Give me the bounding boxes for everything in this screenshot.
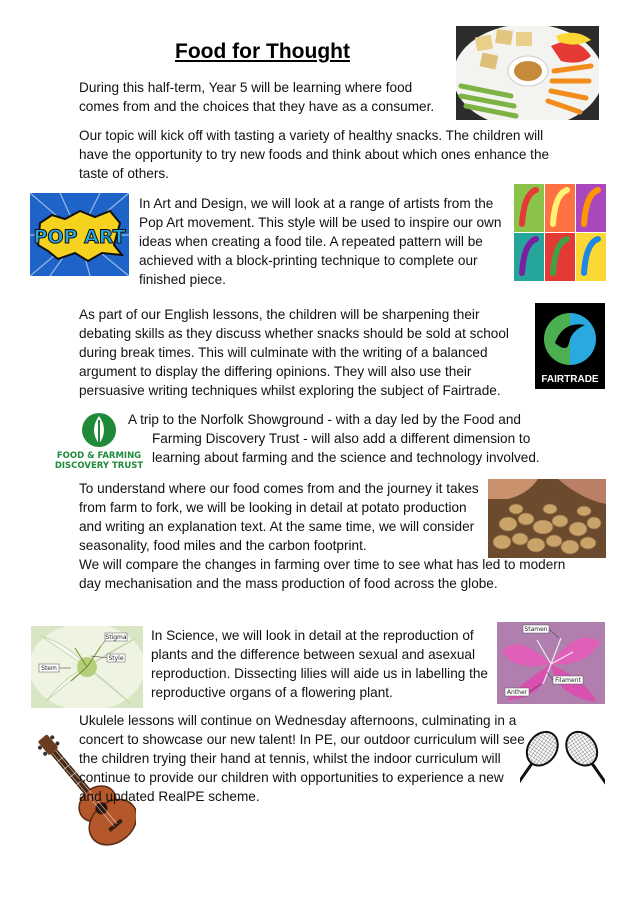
page-title: Food for Thought bbox=[175, 40, 350, 63]
tennis-rackets-icon bbox=[520, 730, 605, 800]
english-paragraph: As part of our English lessons, the children will be sharpening their debating skills as they discuss whether snacks should be sold at school during break times. This will culminate with the writing of a balanced argument to display the differing opinions. They will also use their persuasive writing techniques whilst exploring the subject of Fairtrade. bbox=[79, 307, 509, 398]
flower-label-stamen: Stamen bbox=[524, 626, 548, 633]
topic-paragraph: Our topic will kick off with tasting a variety of healthy snacks. The children will have the opportunity to try new foods and think about which ones enhance the taste of others. bbox=[79, 128, 550, 181]
science-paragraph: In Science, we will look in detail at the reproduction of plants and the difference between sexual and asexual reproduction. Dissecting lilies will aide us in labelling the reproductive organs of a flowering plant. bbox=[151, 628, 488, 700]
trust-name-line2: DISCOVERY TRUST bbox=[54, 461, 144, 470]
lily-label-stem: Stem bbox=[41, 665, 57, 672]
lily-diagram-image bbox=[31, 626, 143, 708]
fairtrade-logo bbox=[535, 303, 605, 389]
music-pe-paragraph: Ukulele lessons will continue on Wednesday afternoons, culminating in a concert to showcase our new talent! In PE, our outdoor curriculum will see the children trying their hand at tennis, whilst the indoor curriculum will continue to provide our children with opportunities to experience a new and updated RealPE scheme. bbox=[79, 713, 525, 804]
lily-label-stigma: Stigma bbox=[105, 634, 127, 641]
fairtrade-text: FAIRTRADE bbox=[541, 374, 599, 385]
art-paragraph: In Art and Design, we will look at a range of artists from the Pop Art movement. This style will be used to inspire our own ideas when creating a food tile. A repeated pattern will be achieved with a block-printing technique to complete our finished piece. bbox=[139, 196, 502, 287]
food-journey-paragraph: To understand where our food comes from and the journey it takes from farm to fork, we will be looking in detail at potato production and writing an explanation text. At the same time, we will consider seasonality, food miles and the carbon footprint. bbox=[79, 481, 479, 553]
pop-art-bananas-image bbox=[514, 184, 606, 281]
trust-name-line1: FOOD & FARMING bbox=[56, 451, 142, 461]
intro-paragraph: During this half-term, Year 5 will be learning where food comes from and the choices that they have as a consumer. bbox=[79, 80, 435, 114]
flower-label-filament: Filament bbox=[555, 677, 581, 684]
snack-platter-image bbox=[456, 26, 599, 120]
flower-diagram-image bbox=[497, 622, 605, 704]
flower-label-anther: Anther bbox=[506, 689, 528, 696]
lily-label-style: Style bbox=[108, 655, 124, 662]
trip-paragraph: A trip to the Norfolk Showground - with a day led by the Food and Farming Discovery Trust - will also add a different dimension to learning about farming and the science and technology involved. bbox=[128, 412, 540, 465]
pop-art-text: POP ART bbox=[33, 226, 126, 248]
farming-change-paragraph: We will compare the changes in farming over time to see what has led to modern day mechanisation and the mass production of food across the globe. bbox=[79, 557, 566, 591]
potatoes-image bbox=[488, 479, 606, 558]
pop-art-logo bbox=[30, 193, 129, 276]
